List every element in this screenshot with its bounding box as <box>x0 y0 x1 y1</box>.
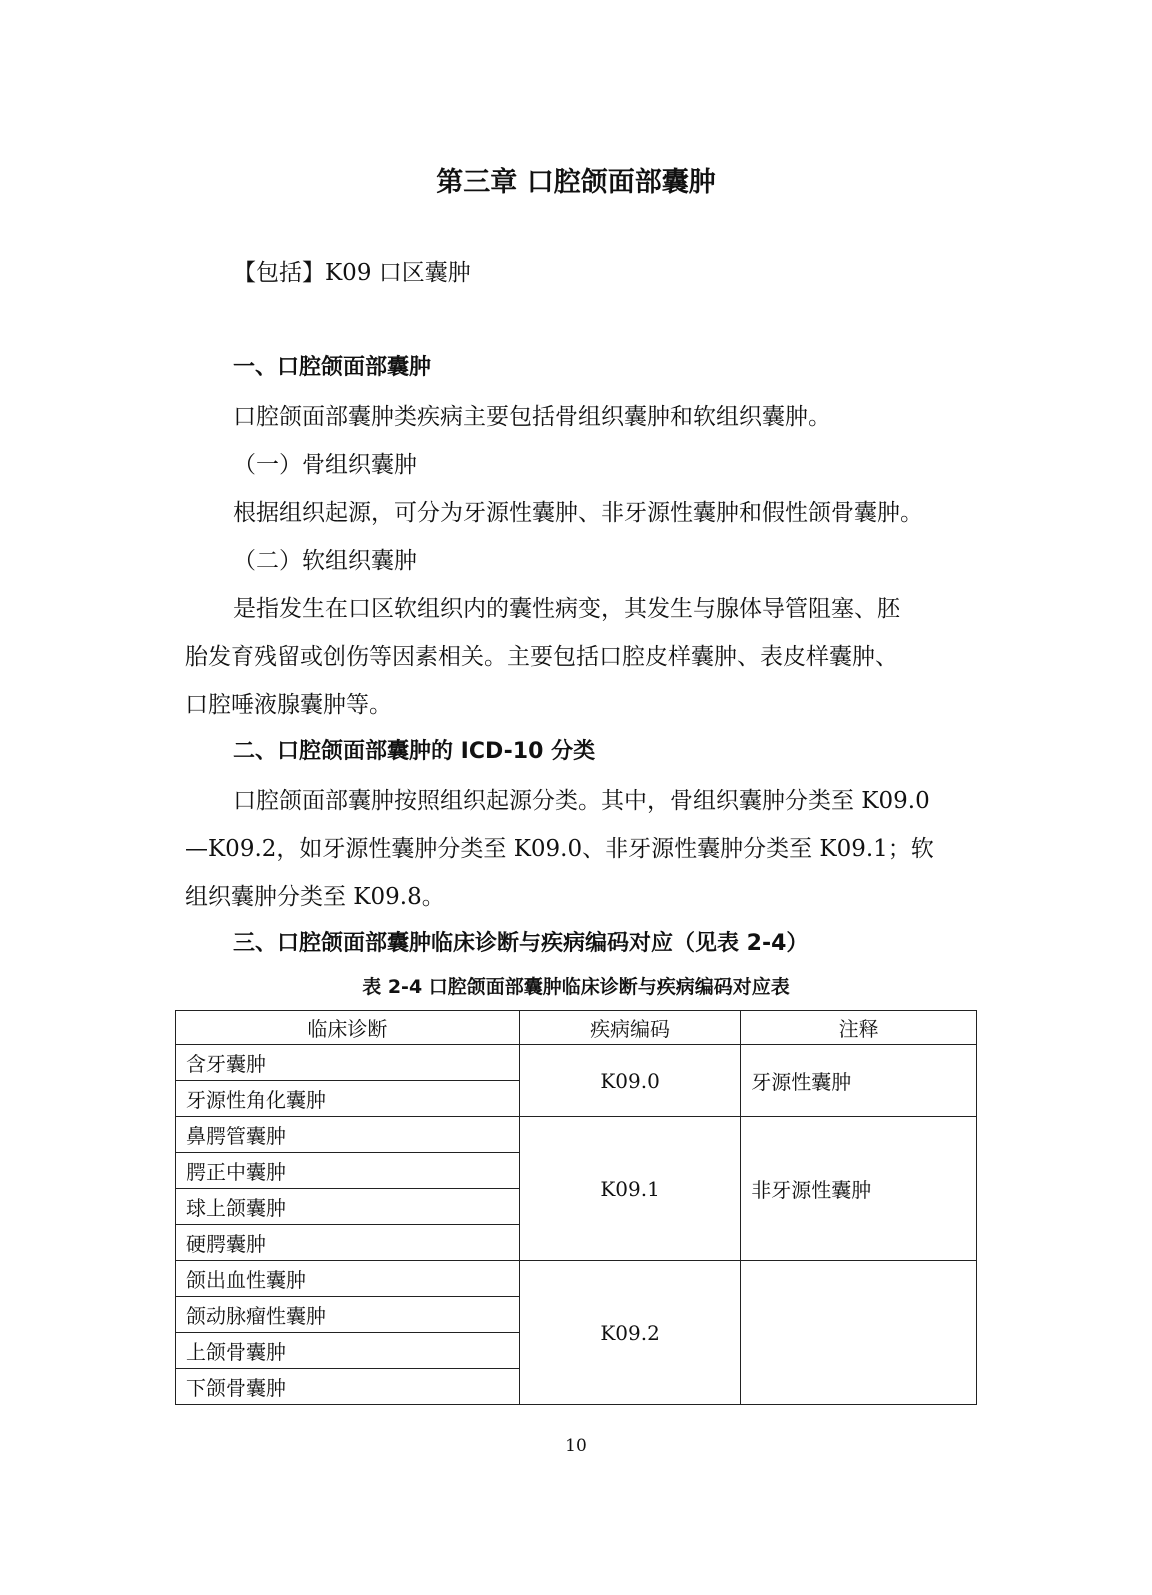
section2-line: 口腔颌面部囊肿按照组织起源分类。其中，骨组织囊肿分类至 K09.0 <box>233 788 930 814</box>
table-row <box>176 1045 977 1081</box>
diagnosis-cell: 下颌骨囊肿 <box>176 1369 520 1405</box>
diagnosis-cell: 含牙囊肿 <box>176 1045 520 1081</box>
diagnosis-cell: 腭正中囊肿 <box>176 1153 520 1189</box>
table-header-row <box>176 1011 977 1045</box>
subsection1-text: 根据组织起源，可分为牙源性囊肿、非牙源性囊肿和假性颌骨囊肿。 <box>233 500 923 526</box>
diagnosis-cell: 颌出血性囊肿 <box>176 1261 520 1297</box>
subsection2-line: 胎发育残留或创伤等因素相关。主要包括口腔皮样囊肿、表皮样囊肿、 <box>185 644 898 670</box>
code-cell: K09.0 <box>519 1045 740 1117</box>
section3-heading: 三、口腔颌面部囊肿临床诊断与疾病编码对应（见表 2-4） <box>233 931 809 956</box>
code-cell: K09.2 <box>519 1261 740 1405</box>
subsection1-title: （一）骨组织囊肿 <box>233 452 417 478</box>
table-row <box>176 1261 977 1297</box>
diagnosis-code-table <box>175 1010 977 1405</box>
table-caption: 表 2-4 口腔颌面部囊肿临床诊断与疾病编码对应表 <box>362 976 790 998</box>
table-row <box>176 1117 977 1153</box>
code-cell: K09.1 <box>519 1117 740 1261</box>
subsection2-line: 是指发生在口区软组织内的囊性病变，其发生与腺体导管阻塞、胚 <box>233 596 900 622</box>
subsection2-title: （二）软组织囊肿 <box>233 548 417 574</box>
chapter-title: 第三章 口腔颌面部囊肿 <box>436 167 716 198</box>
section2-line: —K09.2，如牙源性囊肿分类至 K09.0、非牙源性囊肿分类至 K09.1；软 <box>185 836 934 862</box>
diagnosis-cell: 鼻腭管囊肿 <box>176 1117 520 1153</box>
subsection2-line: 口腔唾液腺囊肿等。 <box>185 692 392 718</box>
diagnosis-cell: 上颌骨囊肿 <box>176 1333 520 1369</box>
diagnosis-cell: 硬腭囊肿 <box>176 1225 520 1261</box>
section2-line: 组织囊肿分类至 K09.8。 <box>185 884 445 910</box>
note-cell: 牙源性囊肿 <box>741 1045 977 1117</box>
diagnosis-cell: 球上颌囊肿 <box>176 1189 520 1225</box>
header-diagnosis: 临床诊断 <box>176 1011 520 1045</box>
note-cell: 非牙源性囊肿 <box>741 1117 977 1261</box>
page-number: 10 <box>565 1436 587 1456</box>
diagnosis-cell: 牙源性角化囊肿 <box>176 1081 520 1117</box>
section1-heading: 一、口腔颌面部囊肿 <box>233 355 432 380</box>
section1-intro: 口腔颌面部囊肿类疾病主要包括骨组织囊肿和软组织囊肿。 <box>233 404 831 430</box>
header-code: 疾病编码 <box>519 1011 740 1045</box>
header-note: 注释 <box>741 1011 977 1045</box>
note-cell <box>741 1261 977 1405</box>
section2-heading: 二、口腔颌面部囊肿的 ICD-10 分类 <box>233 739 596 764</box>
include-line: 【包括】K09 口区囊肿 <box>233 260 471 286</box>
diagnosis-cell: 颌动脉瘤性囊肿 <box>176 1297 520 1333</box>
